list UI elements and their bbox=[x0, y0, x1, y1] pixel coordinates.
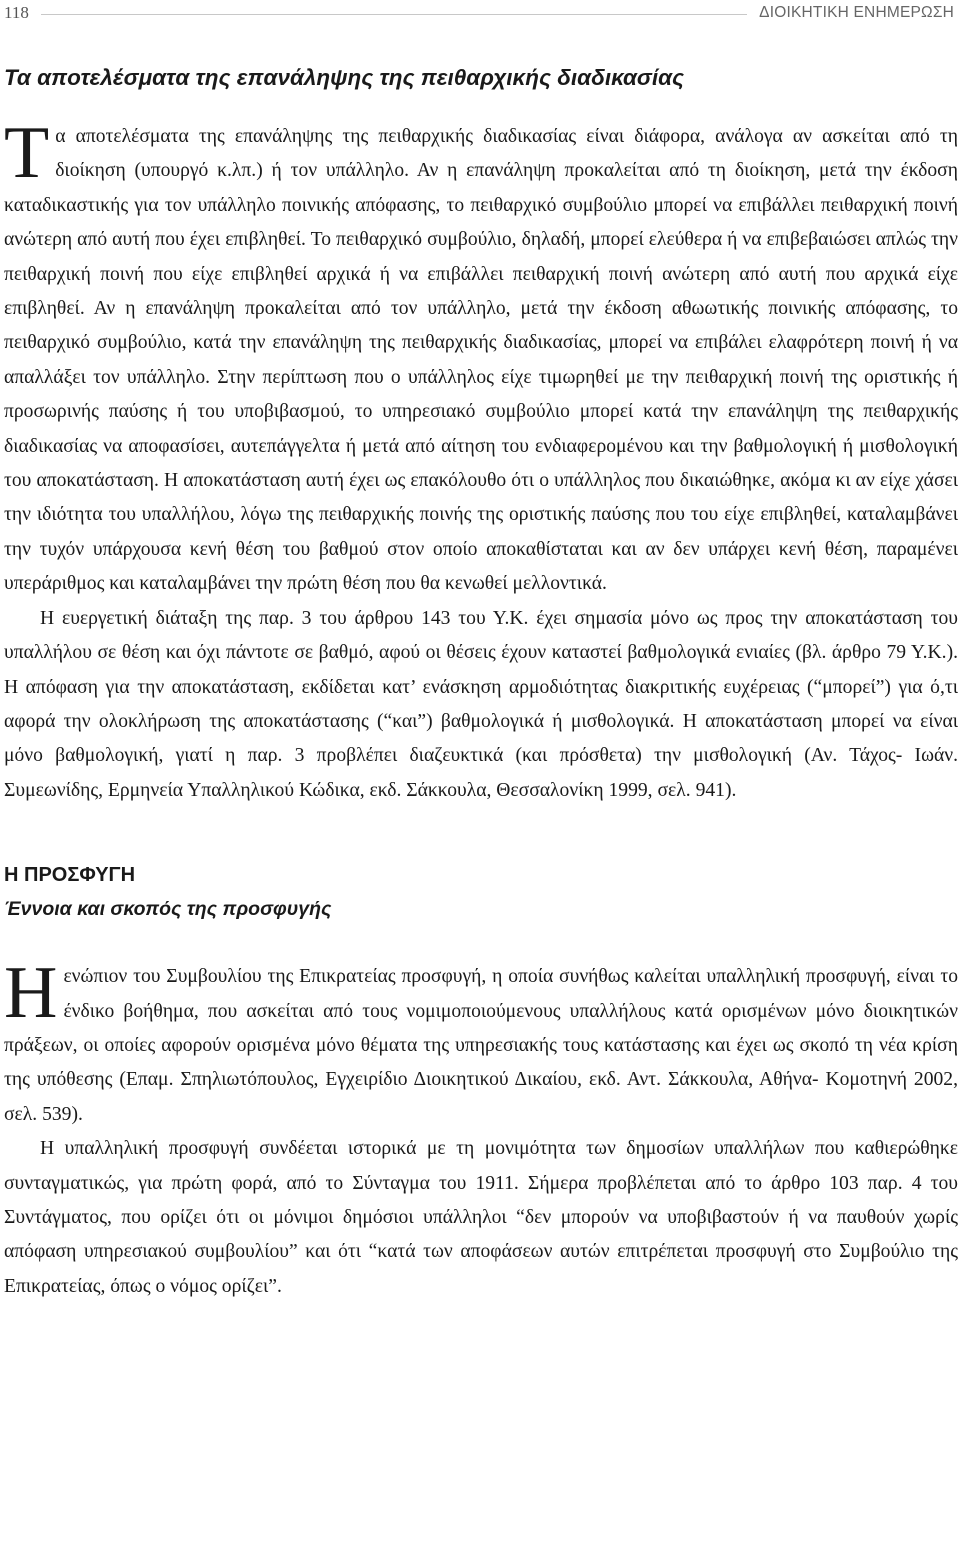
paragraph-3-text: ενώπιον του Συμβουλίου της Επικρατείας προσφυγή, η οποία συνήθως καλείται υπαλληλική προσφυγή, είναι το ένδικο βοήθημα, που ασκείται από τους νομιμοποιούμενους υπαλλήλους κατά ορισμένων μόνο διοικητικών πράξεων, οι οποίες αφορούν ορισμένα μόνο θέματα της υπηρεσιακής τους κατάστασης και έχει ως σκοπό τη νέα κρίση της υπόθεσης (Επαμ. Σπηλιωτόπουλος, Εγχειρίδιο Διοικητικού Δικαίου, εκδ. Αντ. Σάκκουλα, Αθήνα- Κομοτηνή 2002, σελ. 539). bbox=[4, 966, 958, 1125]
paragraph-2: Η ευεργετική διάταξη της παρ. 3 του άρθρου 143 του Υ.Κ. έχει σημασία μόνο ως προς την αποκατάσταση του υπαλλήλου σε θέση και όχι πάντοτε σε βαθμό, αφού οι θέσεις έχουν καταστεί βαθμολογικά ενιαίες (βλ. άρθρο 79 Υ.Κ.). Η απόφαση για την αποκατάσταση, εκδίδεται κατ’ ενάσκηση αρμοδιότητας διακριτικής ευχέρειας (“μπορεί”) για ό,τι αφορά την ολοκλήρωση της αποκατάστασης (“και”) βαθμολογικά ή μισθολογικά. Η αποκατάσταση μπορεί να είναι μόνο βαθμολογική, γιατί η παρ. 3 προβλέπει διαζευκτικά (και πρόσθετα) την μισθολογική (Αν. Τάχος- Ιωάν. Συμεωνίδης, Ερμηνεία Υπαλληλικού Κώδικα, εκδ. Σάκκουλα, Θεσσαλονίκη 1999, σελ. 941). bbox=[4, 607, 958, 801]
paragraph-3 bbox=[4, 952, 958, 1132]
header-rule bbox=[41, 14, 747, 15]
page-number: 118 bbox=[4, 3, 29, 22]
paragraph-1 bbox=[4, 112, 958, 602]
section-subheading: Έννοια και σκοπός της προσφυγής bbox=[4, 898, 332, 921]
paragraph-4: Η υπαλληλική προσφυγή συνδέεται ιστορικά με τη μονιμότητα των δημοσίων υπαλλήλων που καθιερώθηκε συνταγματικώς, για πρώτη φορά, από το Σύνταγμα του 1911. Σήμερα προβλέπεται από το άρθρο 103 παρ. 4 του Συντάγματος, που ορίζει ότι οι μόνιμοι δημόσιοι υπάλληλοι “δεν μπορούν να υποβιβαστούν ή να παυθούν χωρίς απόφαση υπηρεσιακού συμβουλίου” και ότι “κατά των αποφάσεων αυτών επιτρέπεται προσφυγή στο Συμβούλιο της Επικρατείας, όπως ο νόμος ορίζει”. bbox=[4, 1138, 958, 1297]
paragraph-1-text: α αποτελέσματα της επανάληψης της πειθαρχικής διαδικασίας είναι διάφορα, ανάλογα αν ασκείται από τη διοίκηση (υπουργό κ.λπ.) ή τον υπάλληλο. Αν η επανάληψη προκαλείται από τη διοίκηση, μετά την έκδοση καταδικαστικής για τον υπάλληλο ποινικής απόφασης, το πειθαρχικό συμβούλιο μπορεί να επιβάλλει πειθαρχική ποινή ανώτερη από αυτή που έχει επιβληθεί. Το πειθαρχικό συμβούλιο, δηλαδή, μπορεί ελεύθερα ή να επιβεβαιώσει απλώς την πειθαρχική ποινή που είχε επιβληθεί αρχικά ή να επιβάλλει πειθαρχική ποινή ανώτερη από αυτή που αρχικά είχε επιβληθεί. Αν η επανάληψη προκαλείται από τον υπάλληλο, μετά την έκδοση αθωωτικής ποινικής απόφασης, το πειθαρχικό συμβούλιο, κατά την επανάληψη της πειθαρχικής διαδικασίας, μπορεί να επιβάλει ελαφρότερη ποινή ή να απαλλάξει τον υπάλληλο. Στην περίπτωση που ο υπάλληλος είχε τιμωρηθεί με την πειθαρχική ποινή της οριστικής ή προσωρινής παύσης ή του υποβιβασμού, το υπηρεσιακό συμβούλιο μπορεί κατά την επανάληψη της πειθαρχικής διαδικασίας να αποφασίσει, αυτεπάγγελτα ή μετά από αίτηση του ενδιαφερομένου και την βαθμολογική ή μισθολογική του αποκατάσταση. Η αποκατάσταση αυτή έχει ως επακόλουθο ότι ο υπάλληλος που δικαιώθηκε, ακόμα κι αν είχε χάσει την ιδιότητα του υπαλλήλου, λόγω της πειθαρχικής ποινής της οριστικής παύσης που του είχε επιβληθεί, καταλαμβάνει την τυχόν υπάρχουσα κενή θέση του βαθμού στον οποίο αποκαθίσταται και αν δεν υπάρχει κενή θέση, παραμένει υπεράριθμος και καταλαμβάνει την πρώτη θέση που θα κενωθεί μελλοντικά. bbox=[4, 126, 958, 595]
article-title: Τα αποτελέσματα της επανάληψης της πειθαρχικής διαδικασίας bbox=[4, 65, 685, 90]
page-header bbox=[4, 2, 954, 24]
drop-cap-letter: Τ bbox=[4, 112, 50, 194]
section-heading: Η ΠΡΟΣΦΥΓΗ bbox=[4, 864, 136, 887]
drop-cap-letter: Η bbox=[4, 952, 58, 1035]
page-content bbox=[4, 58, 958, 1304]
journal-title: ΔΙΟΙΚΗΤΙΚΗ ΕΝΗΜΕΡΩΣΗ bbox=[759, 4, 954, 21]
